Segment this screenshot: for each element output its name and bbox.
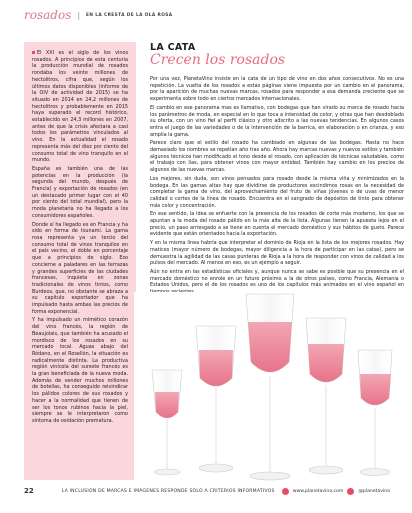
article-kicker: LA CATA <box>150 42 196 53</box>
article-paragraph: En ese sentido, la idea se enfuerte con la presencia de los rosados de corte más moderno, los que se apuntan a la moda del rosado pálido en la más alta de la lista. Algunas tienen la apuesta lejos en el precio, un paso arriesgado a se tiene en cuenta el mercado doméstico y sus hábitos de gusto. Parece evidente que están orientados hacia la exportación. <box>150 211 404 238</box>
footer-links <box>282 488 390 495</box>
header-separator: | <box>77 10 81 20</box>
wine-glasses-photo <box>134 292 412 482</box>
article-paragraph: Y en la misma línea habría que interpretar el dominio de Rioja en la lista de los mejores rosados. Hay matices (mayor número de bodegas, mayor diligencia a la hora de participar en las catas), pero se demuestra la agilidad de las casas punteras de Rioja a la hora de responder con vinos de calidad a los pulsos del mercado. Al menos en eso, es un ejemplo a seguir. <box>150 240 404 267</box>
magazine-logo: rosados <box>24 8 72 22</box>
article-paragraph: El cambio en ese panorama mas es llamativo, con bodegas que han virado su marca de rosado hacia los parámetros de moda, en especial en lo que toca a intensidad de color, y otras que han desdoblado su oferta, con un vino fiel al perfil clásico y otro adscrito a las nuevas tendencias. En algunos casos entra el juego de las variedades o de la intervención de la barrica, en elaboración o en crianza, y eso amplía la gama. <box>150 104 404 138</box>
article-paragraph: Los mejores, sin duda, son vinos pensados para rosado desde la misma viña y minimizados en la bodega. En las gamas altas hay que dividirse de productores escindimos rosas en la necesidad de completar la gama de vino, del aprovechamiento del fruto de viñas jóvenes o de uvas de menor calidad o cortes de la línea de rosado. Encuentra en el sangrado de depósitos de tinto para obtener más color y concentración. <box>150 175 404 209</box>
page-footer <box>24 485 390 497</box>
article-headline: Crecen los rosados <box>150 52 286 68</box>
sidebar-paragraph: Donde sí ha llegado es en Francia y ha sido en forma de tsunami. La gama rosa representa ya un tercio del consumo total de vinos tranquilos en el país vecino, el doble en porcentaje que a principios de siglo. Eso concierne a paladares en las terrazas y grandes superficies de las ciudades francesas, inquieta en zonas tradicionales de vinos tintos, como Burdeos, que, no obstante se abraza a su capítulo exportador que ha impulsado hasta ambas las precios de forma exponencial. <box>32 221 128 315</box>
website-link[interactable]: www.planetavino.com <box>292 488 344 494</box>
twitter-icon <box>347 488 354 495</box>
sidebar-paragraph: España es también una de las potencias en la producción (la segunda del mundo, después de Francia) y exportación de rosados (en un destacado primer lugar con el 40 por ciento del total mundial), pero la moda planetaria no ha llegado a los consumidores españoles. <box>32 165 128 219</box>
sidebar-paragraph: El XXI es el siglo de los vinos rosados. A principios de esta centuria la producción mundial de rosados rondaba los veinte millones de hectolitros, cifra que, según los últimos datos disponibles (informe de la OIV de actividad de 2015) se ha situado en 2014 en 24,2 millones de hectolitros y probablemente en 2015 haya superado el record histórico, establecido en 24,3 millones en 2007, antes de que la crisis afectara a casi todos los parámetros vinculados al vino. En la actualidad el rosado representa más del diez por ciento del consumo total de vino tranquilo en el mundo. <box>32 50 128 164</box>
article-paragraph: Por una vez, PlanetaVino insiste en la cata de un tipo de vino en dos años consecutivos. No es una repetición. La vuelta de los rosados a estas páginas viene impuesta por un cambio en el panorama, por la aparición de muchas nuevas marcas, rosados para responder a esa demanda creciente que se experimenta sobre todo en ciertos mercados internacionales. <box>150 76 404 103</box>
article-body <box>150 76 404 289</box>
square-bullet-icon <box>32 51 35 54</box>
article-paragraph: Aún no entra en las estadísticas oficiales y, aunque nunca se sabe es posible que su presencia en el mercado doméstico no enrole en un futuro próximo a la de otros países, como Francia, Alemania o Estados Unidos, pero el de los rosados es uno de los capítulos más animados en el vino español en <box>150 268 404 289</box>
page-header <box>24 8 173 22</box>
sidebar-body <box>32 50 128 427</box>
sidebar-paragraph: Y ha impulsado un mimético corazón del vino francés, la región de Beaujolais, que también ha acusado el mordisco de los rosados en su mercado local. Aguas abajo del Ródano, en el Rosellón, la situación es radicalmente distinta. La productiva región vinícola del sureste francés es la gran beneficiada de la nueva moda. Además de vender muchos millones de botellas, ha conseguido reivindicar los pálidos colores de sus rosados y hacer a la normalidad que tienen de ser los tonos rubinos hacia la piel, siempre se le interpretaron como síntoma de oxidación prematura. <box>32 317 128 424</box>
footer-note: LA INCLUSIÓN DE MARCAS E IMÁGENES RESPONDE SÓLO A CRITERIOS INFORMATIVOS <box>61 488 275 494</box>
social-handle[interactable]: @planetavino <box>358 488 390 494</box>
article-title-block <box>150 42 400 68</box>
facebook-icon <box>282 488 289 495</box>
page-number: 22 <box>24 487 34 495</box>
section-title: EN LA CRESTA DE LA OLA ROSA <box>86 12 173 18</box>
article-paragraph: Parece claro que el estilo del rosado ha cambiado en algunas de las bodegas. Hasta no hace demasiado los nombres se repetían año tras año. Ahora hay marcas nuevas y nuevos estilos y también algunos técnicos han modificado el tono desde el rosado, con aplicación de técnicas saludables, como el trabajo con lías, para obtener vinos con mayor entidad. También hay cambio en los precios de algunos de las nuevas marcas. <box>150 140 404 174</box>
sidebar-panel <box>24 42 136 480</box>
